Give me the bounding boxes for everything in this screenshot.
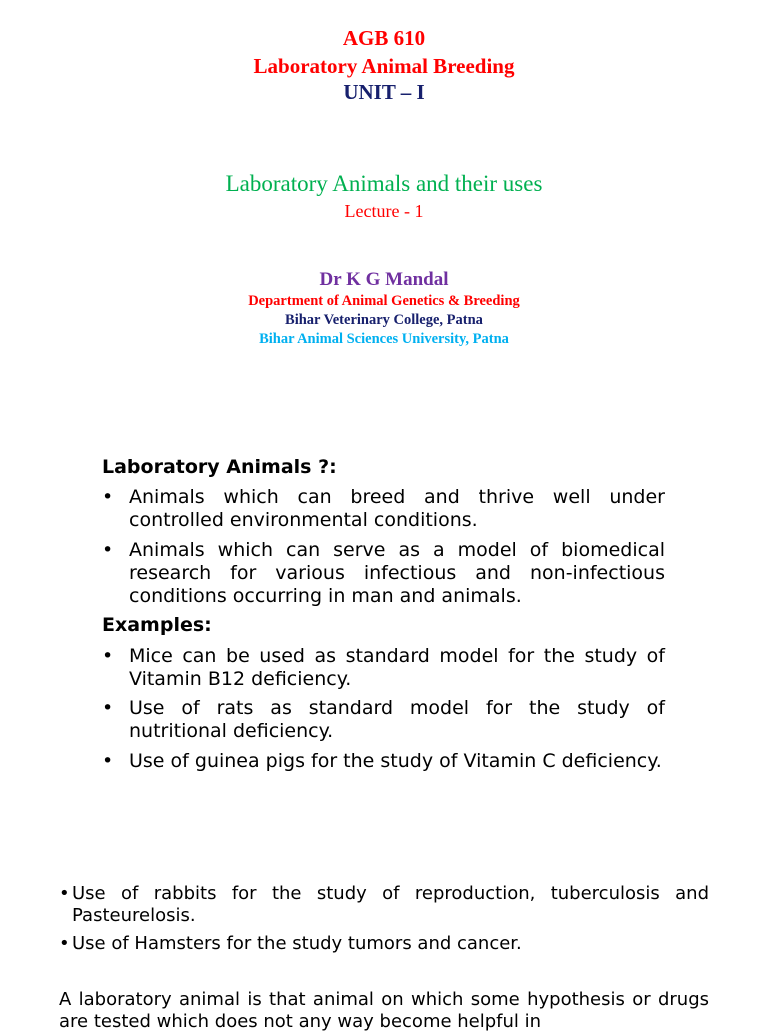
list-item	[59, 883, 709, 927]
examples-heading: Examples:	[102, 614, 212, 636]
list-item-text: Use of rats as standard model for the study of nutritional deficiency.	[129, 697, 665, 742]
course-code: AGB 610	[342, 26, 426, 50]
bullet-glyph: •	[102, 645, 114, 667]
list-item	[102, 645, 665, 691]
list-item	[102, 697, 665, 743]
list-item-text: Use of rabbits for the study of reproduction, tuberculosis and Pasteurelosis.	[72, 883, 709, 926]
bullet-glyph: •	[102, 539, 114, 561]
college-name: Bihar Veterinary College, Patna	[285, 312, 483, 328]
lecture-title: Laboratory Animals and their uses	[225, 171, 543, 196]
unit-label: UNIT – I	[343, 80, 425, 104]
list-item	[102, 486, 665, 532]
definition-heading: Laboratory Animals ?:	[102, 456, 337, 478]
course-title: Laboratory Animal Breeding	[253, 54, 515, 78]
bullet-glyph: •	[59, 933, 70, 954]
author-name: Dr K G Mandal	[319, 269, 449, 290]
lecture-number: Lecture - 1	[344, 201, 424, 221]
list-item	[102, 539, 665, 608]
list-item-text: Use of guinea pigs for the study of Vitamin C deficiency.	[129, 750, 662, 772]
list-item	[59, 933, 709, 955]
list-item-text: Animals which can breed and thrive well under controlled environmental conditions.	[129, 486, 665, 531]
bullet-glyph: •	[59, 883, 70, 904]
list-item-text: Use of Hamsters for the study tumors and cancer.	[72, 933, 522, 954]
bullet-glyph: •	[102, 486, 114, 508]
bullet-glyph: •	[102, 697, 114, 719]
list-item-text: Mice can be used as standard model for the study of Vitamin B12 deficiency.	[129, 645, 665, 690]
university-name: Bihar Animal Sciences University, Patna	[259, 331, 509, 347]
bullet-glyph: •	[102, 750, 114, 772]
list-item-text: Animals which can serve as a model of biomedical research for various infectious and non-infectious conditions occurring in man and animals.	[129, 539, 665, 607]
list-item	[102, 750, 665, 773]
definition-paragraph: A laboratory animal is that animal on which some hypothesis or drugs are tested which does not any way become helpful in	[59, 989, 709, 1032]
department-name: Department of Animal Genetics & Breeding	[248, 293, 520, 309]
